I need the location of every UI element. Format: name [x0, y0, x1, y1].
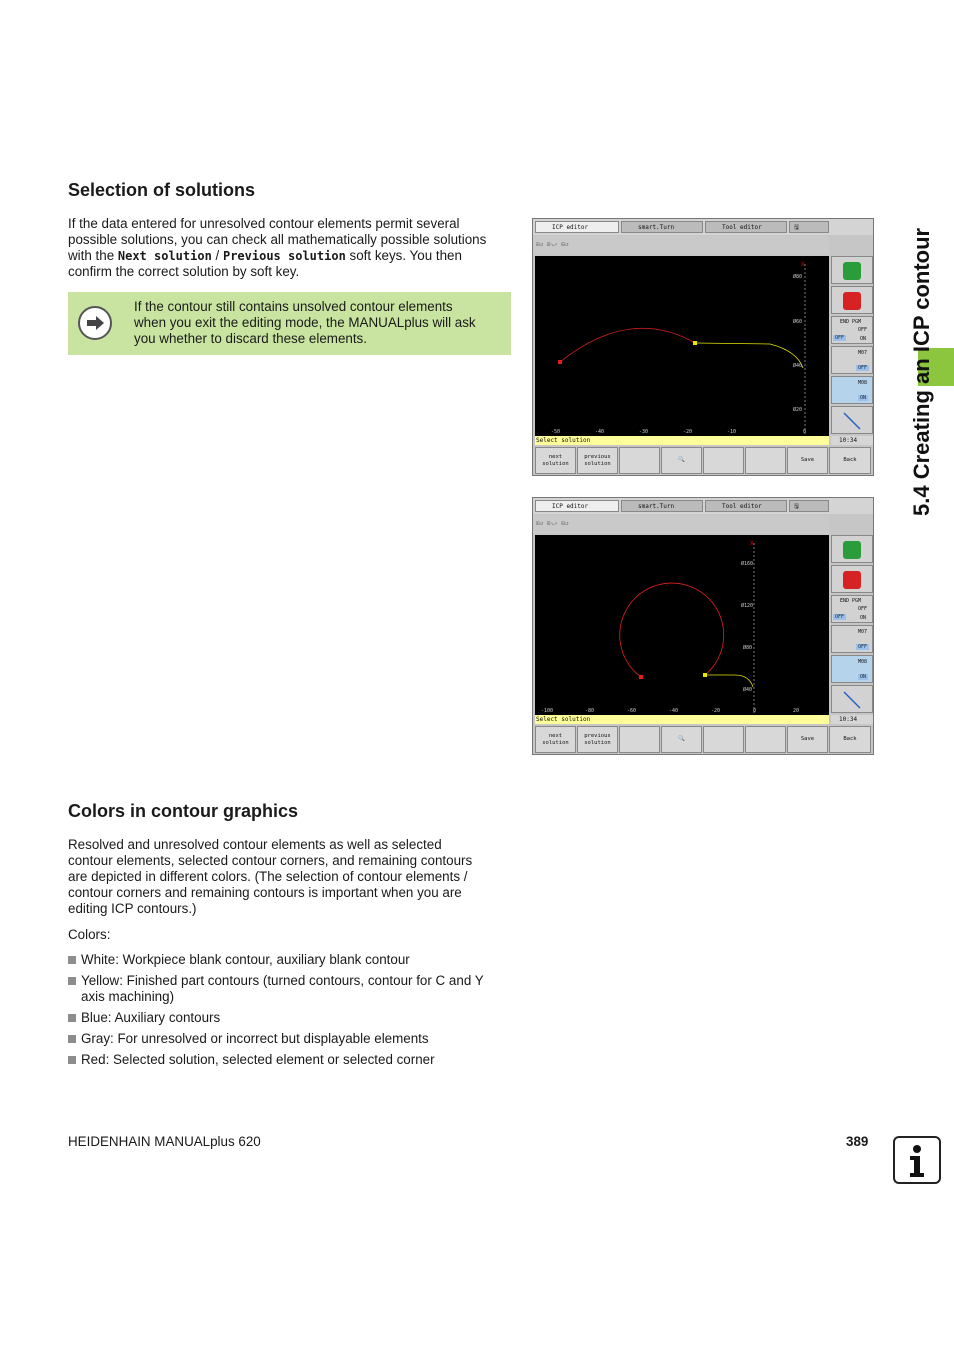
para-line: confirm the correct solution by soft key. — [68, 264, 300, 279]
list-item-text: Gray: For unresolved or incorrect but displayable elements — [81, 1031, 429, 1046]
y-tick: Ø40 — [743, 687, 753, 693]
zoom-icon[interactable]: 🔍 — [661, 447, 702, 474]
para-line — [68, 248, 518, 264]
side-softkeys — [831, 256, 873, 434]
m08-on-tag: ON — [860, 395, 867, 401]
off-label: OFF — [858, 327, 868, 333]
contour-graphics — [535, 535, 829, 715]
m08-label: M08 — [858, 380, 868, 386]
m07-off-tag: OFF — [858, 644, 868, 650]
side-softkeys — [831, 535, 873, 713]
bullet-square-icon — [68, 1014, 76, 1022]
list-item-text: Blue: Auxiliary contours — [81, 1010, 221, 1025]
slash: / — [211, 248, 223, 263]
colors-paragraph — [68, 837, 518, 917]
end-pgm-toggle[interactable] — [831, 316, 873, 344]
status-line: Select solution — [535, 715, 829, 724]
previous-solution-softkey[interactable]: previous solution — [577, 726, 618, 753]
list-item-text: Red: Selected solution, selected element or selected corner — [81, 1052, 435, 1067]
x-tick: -10 — [727, 429, 737, 435]
x-tick: -100 — [541, 708, 554, 714]
screen-tabs — [533, 498, 873, 514]
arrow-right-icon — [78, 306, 112, 340]
zoom-icon[interactable]: 🔍 — [661, 726, 702, 753]
m08-toggle[interactable] — [831, 376, 873, 404]
y-tick: Ø60 — [793, 319, 803, 325]
list-item — [68, 973, 518, 1005]
y-tick: Ø80 — [793, 274, 803, 280]
para-line: possible solutions, you can check all mathematically possible solutions — [68, 232, 487, 247]
section-heading-colors: Colors in contour graphics — [68, 801, 299, 821]
softkey-row — [533, 447, 873, 475]
icp-editor-screenshot-2 — [532, 497, 874, 755]
section-heading-selection: Selection of solutions — [68, 180, 256, 200]
end-pgm-toggle[interactable] — [831, 595, 873, 623]
axis-x-label: X — [750, 540, 754, 547]
chapter-side-title: 5.4 Creating an ICP contour — [909, 227, 934, 516]
para-line: are depicted in different colors. (The selection of contour elements / — [68, 869, 468, 884]
y-tick: Ø20 — [793, 407, 803, 413]
para-line: editing ICP contours.) — [68, 901, 197, 916]
note-box — [68, 292, 511, 355]
save-disk-icon[interactable]: 🖫 — [789, 500, 829, 512]
x-tick: -40 — [595, 429, 605, 435]
bullet-square-icon — [68, 977, 76, 985]
spindle-stop-button[interactable] — [831, 286, 873, 314]
x-tick: -50 — [551, 429, 561, 435]
m07-toggle[interactable] — [831, 346, 873, 374]
x-tick: 0 — [753, 708, 757, 714]
clock: 10:34 — [831, 436, 873, 445]
empty-softkey[interactable] — [703, 447, 744, 474]
empty-softkey[interactable] — [619, 726, 660, 753]
m07-toggle[interactable] — [831, 625, 873, 653]
spindle-stop-button[interactable] — [831, 565, 873, 593]
tab-smart-turn[interactable]: smart.Turn — [621, 500, 703, 512]
save-softkey[interactable]: Save — [787, 447, 828, 474]
bullet-square-icon — [68, 1056, 76, 1064]
empty-softkey[interactable] — [745, 447, 786, 474]
list-item — [68, 952, 518, 968]
bullet-square-icon — [68, 1035, 76, 1043]
softkey-next-label: Next solution — [117, 249, 212, 263]
para-line: contour elements, selected contour corners, and remaining contours — [68, 853, 473, 868]
y-tick: Ø40 — [793, 363, 803, 369]
screen-tabs — [533, 219, 873, 235]
save-disk-icon[interactable]: 🖫 — [789, 221, 829, 233]
graphics-toolbar[interactable]: ⊞↺ ⊞↘↗ ⊞↺ — [533, 515, 829, 533]
softkey-row — [533, 726, 873, 754]
status-line: Select solution — [535, 436, 829, 445]
tab-tool-editor[interactable]: Tool editor — [705, 500, 787, 512]
axis-x-label: X — [801, 261, 805, 268]
colors-label: Colors: — [68, 927, 111, 942]
para-line: contour corners and remaining contours is important when you are — [68, 885, 462, 900]
list-item — [68, 1052, 518, 1068]
x-tick: -80 — [585, 708, 595, 714]
para-text: with the — [68, 248, 118, 263]
colors-list — [68, 952, 518, 1073]
list-item-text: White: Workpiece blank contour, auxiliary blank contour — [81, 952, 410, 967]
list-item-text: Yellow: Finished part contours (turned contours, contour for C and Y — [81, 973, 484, 988]
m07-off-tag: OFF — [858, 365, 868, 371]
icp-editor-screenshot-1 — [532, 218, 874, 476]
off-label: OFF — [858, 606, 868, 612]
tab-smart-turn[interactable]: smart.Turn — [621, 221, 703, 233]
empty-softkey[interactable] — [619, 447, 660, 474]
save-softkey[interactable]: Save — [787, 726, 828, 753]
off-tag: OFF — [835, 335, 845, 341]
x-tick: -30 — [639, 429, 649, 435]
empty-softkey[interactable] — [703, 726, 744, 753]
footer-manual-title: HEIDENHAIN MANUALplus 620 — [68, 1134, 261, 1149]
next-solution-softkey[interactable]: next solution — [535, 726, 576, 753]
tab-icp-editor[interactable]: ICP editor — [535, 500, 619, 512]
back-softkey[interactable]: Back — [829, 726, 871, 753]
note-line: when you exit the editing mode, the MANUALplus will ask — [134, 315, 476, 330]
x-tick: -40 — [669, 708, 679, 714]
y-tick: Ø80 — [743, 645, 753, 651]
on-label: ON — [860, 615, 867, 621]
softkey-previous-label: Previous solution — [222, 249, 346, 263]
back-softkey[interactable]: Back — [829, 447, 871, 474]
end-pgm-label: END PGM — [840, 598, 862, 604]
m07-label: M07 — [858, 629, 868, 635]
page-number: 389 — [846, 1134, 869, 1149]
contour-graphics — [535, 256, 829, 436]
spindle-start-button[interactable] — [831, 535, 873, 563]
next-solution-softkey[interactable]: next solution — [535, 447, 576, 474]
tab-tool-editor[interactable]: Tool editor — [705, 221, 787, 233]
x-tick: 20 — [793, 708, 800, 714]
x-tick: 0 — [803, 429, 807, 435]
note-line: If the contour still contains unsolved contour elements — [134, 299, 453, 314]
off-tag: OFF — [835, 614, 845, 620]
note-line: you whether to discard these elements. — [134, 331, 367, 346]
bullet-square-icon — [68, 956, 76, 964]
y-tick: Ø160 — [741, 561, 754, 567]
x-tick: -60 — [627, 708, 637, 714]
list-item — [68, 1010, 518, 1026]
para-text: soft keys. You then — [345, 248, 462, 263]
m08-toggle[interactable] — [831, 655, 873, 683]
empty-softkey[interactable] — [745, 726, 786, 753]
tool-direction-button[interactable] — [831, 406, 873, 434]
para-line: If the data entered for unresolved contour elements permit several — [68, 216, 460, 231]
info-icon — [893, 1136, 941, 1184]
list-item — [68, 1031, 518, 1047]
tab-icp-editor[interactable]: ICP editor — [535, 221, 619, 233]
list-item-text: axis machining) — [81, 989, 175, 1004]
tool-direction-button[interactable] — [831, 685, 873, 713]
end-pgm-label: END PGM — [840, 319, 862, 325]
x-tick: -20 — [711, 708, 721, 714]
para-line: Resolved and unresolved contour elements as well as selected — [68, 837, 442, 852]
previous-solution-softkey[interactable]: previous solution — [577, 447, 618, 474]
selection-paragraph — [68, 216, 518, 280]
m07-label: M07 — [858, 350, 868, 356]
y-tick: Ø120 — [741, 603, 754, 609]
note-text — [134, 299, 509, 347]
clock: 10:34 — [831, 715, 873, 724]
spindle-start-button[interactable] — [831, 256, 873, 284]
graphics-toolbar[interactable]: ⊞↺ ⊞↘↗ ⊞↺ — [533, 236, 829, 254]
m08-on-tag: ON — [860, 674, 867, 680]
x-tick: -20 — [683, 429, 693, 435]
m08-label: M08 — [858, 659, 868, 665]
on-label: ON — [860, 336, 867, 342]
